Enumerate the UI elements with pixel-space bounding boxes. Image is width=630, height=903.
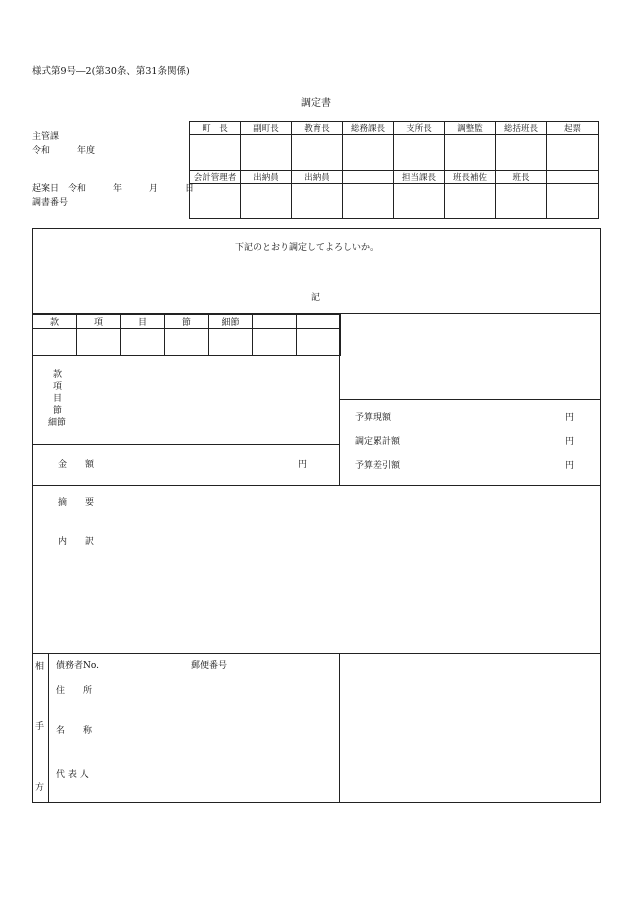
stamp-box[interactable] [190, 135, 241, 171]
party-right-divider [339, 653, 340, 802]
vertical-label-kou: 項 [53, 382, 63, 392]
vertical-label-moku: 目 [53, 394, 63, 404]
stamp-box[interactable] [343, 184, 394, 219]
party-label-divider [48, 653, 49, 802]
name-label: 名 称 [56, 726, 93, 736]
amount-yen-unit: 円 [298, 460, 308, 470]
vertical-label-setsu: 節 [53, 406, 63, 416]
stamp-box[interactable] [547, 184, 599, 219]
approval-title-branch-chief: 支所長 [394, 122, 445, 135]
request-text: 下記のとおり調定してよろしいか。 [235, 243, 380, 253]
approval-title-assistant-team-leader: 班長補佐 [445, 171, 496, 184]
frame-top-line [32, 228, 600, 229]
approval-title-general-affairs-chief: 総務課長 [343, 122, 394, 135]
debtor-number-label: 債務者No. [56, 661, 99, 671]
summary-top-line [32, 485, 600, 486]
draft-date-label: 起案日 令和 年 月 日 [32, 184, 195, 194]
approval-title-blank [343, 171, 394, 184]
approval-title-superintendent: 教育長 [292, 122, 343, 135]
account-header-saisetsu: 細節 [209, 315, 253, 329]
party-vertical-te: 手 [35, 722, 45, 732]
budget-box-top-line [339, 399, 600, 400]
ki-label: 記 [311, 293, 321, 303]
approval-title-cashier-2: 出納員 [292, 171, 343, 184]
account-code-cell[interactable] [121, 329, 165, 356]
approval-title-coordinator: 調整監 [445, 122, 496, 135]
stamp-box[interactable] [547, 135, 599, 171]
stamp-box[interactable] [292, 135, 343, 171]
approval-title-accounting-manager: 会計管理者 [190, 171, 241, 184]
account-header-kou: 項 [77, 315, 121, 329]
account-header-blank [297, 315, 341, 329]
budget-balance-yen: 円 [565, 461, 575, 471]
approval-title-general-team-leader: 総括班長 [496, 122, 547, 135]
approval-title-drafter: 起票 [547, 122, 599, 135]
form-number: 様式第9号―2(第30条、第31条関係) [32, 66, 190, 77]
breakdown-label: 内 訳 [58, 537, 95, 547]
approval-title-deputy-mayor: 副町長 [241, 122, 292, 135]
stamp-box[interactable] [394, 135, 445, 171]
vertical-label-kan: 款 [53, 370, 63, 380]
account-code-cell[interactable] [253, 329, 297, 356]
account-header-blank [253, 315, 297, 329]
stamp-box[interactable] [190, 184, 241, 219]
account-header-kan: 款 [33, 315, 77, 329]
approval-title-blank [547, 171, 599, 184]
cumulative-label: 調定累計額 [355, 437, 401, 447]
account-code-cell[interactable] [77, 329, 121, 356]
account-header-moku: 目 [121, 315, 165, 329]
approval-stamp-table [189, 121, 599, 219]
party-vertical-sou: 相 [35, 662, 45, 672]
vertical-label-saisetsu: 細節 [48, 418, 67, 428]
party-vertical-kata: 方 [35, 783, 45, 793]
account-header-setsu: 節 [165, 315, 209, 329]
account-code-cell[interactable] [165, 329, 209, 356]
stamp-box[interactable] [445, 184, 496, 219]
postal-code-label: 郵便番号 [191, 661, 228, 671]
representative-label: 代 表 人 [56, 770, 89, 780]
page-title: 調定書 [301, 98, 331, 109]
party-top-line [32, 653, 600, 654]
amount-label: 金 額 [58, 460, 95, 470]
stamp-box[interactable] [445, 135, 496, 171]
stamp-box[interactable] [241, 135, 292, 171]
dept-label: 主管課 [32, 132, 60, 142]
budget-current-label: 予算現額 [355, 413, 392, 423]
account-code-cell[interactable] [297, 329, 341, 356]
budget-current-yen: 円 [565, 413, 575, 423]
approval-title-section-chief: 担当課長 [394, 171, 445, 184]
cumulative-yen: 円 [565, 437, 575, 447]
fiscal-year-label: 令和 年度 [32, 146, 96, 156]
account-code-cell[interactable] [209, 329, 253, 356]
budget-balance-label: 予算差引額 [355, 461, 401, 471]
stamp-box[interactable] [394, 184, 445, 219]
stamp-box[interactable] [496, 135, 547, 171]
stamp-box[interactable] [292, 184, 343, 219]
frame-right-line [600, 228, 601, 803]
address-label: 住 所 [56, 686, 93, 696]
account-code-table [32, 314, 341, 356]
summary-label: 摘 要 [58, 498, 95, 508]
frame-bottom-line [32, 802, 601, 803]
approval-title-mayor: 町 長 [190, 122, 241, 135]
document-number-label: 調書番号 [32, 198, 69, 208]
amount-top-line [32, 444, 339, 445]
stamp-box[interactable] [343, 135, 394, 171]
approval-title-cashier-1: 出納員 [241, 171, 292, 184]
stamp-box[interactable] [496, 184, 547, 219]
account-code-cell[interactable] [33, 329, 77, 356]
approval-title-team-leader: 班長 [496, 171, 547, 184]
stamp-box[interactable] [241, 184, 292, 219]
